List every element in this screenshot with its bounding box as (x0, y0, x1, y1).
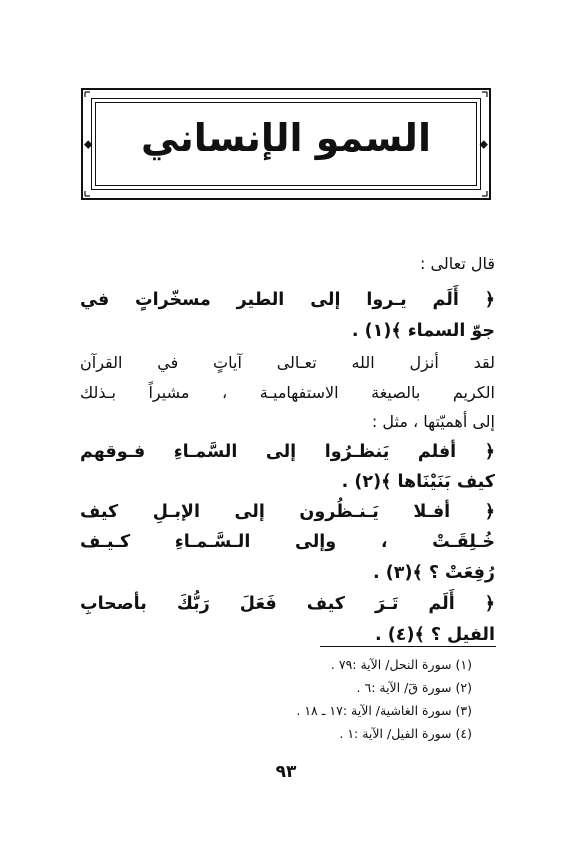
verse-line: ﴿ أفـلا يَـنـظُرون إلى الإبـلِ كيف (80, 502, 495, 522)
page-number: ٩٣ (275, 762, 297, 782)
side-ornament-icon: ◆ (479, 137, 488, 151)
text-line: إلى أهميّتها ، مثل : (371, 412, 495, 431)
title-ornamental-frame (81, 88, 491, 200)
footnote-separator (320, 646, 496, 647)
verse-line: كيف بَنَيْنَاها ﴾(٢) . (341, 472, 495, 492)
footnote: (٣) سورة الغاشية/ الآية :١٧ ـ ١٨ . (296, 703, 472, 718)
text-line: الكريم بالصيغة الاستفهاميـة ، مشيراً بـذلك (80, 383, 495, 402)
verse-line: رُفِعَتْ ؟ ﴾(٣) . (373, 563, 495, 583)
verse-line: ﴿ أَلَم تَـرَ كيف فَعَلَ رَبُّكَ بأصحابِ (80, 594, 495, 614)
verse-line: الفيل ؟ ﴾(٤) . (375, 625, 495, 645)
verse-line: جوّ السماء ﴾(١) . (351, 321, 495, 341)
page-title: السمو الإنساني (141, 116, 431, 160)
corner-ornament-icon (81, 88, 95, 102)
corner-ornament-icon (477, 186, 491, 200)
verse-line: خُـلِقَـتْ ، وإلى الـسَّـمـاءِ كـيـف (80, 532, 495, 552)
footnote: (٤) سورة الفيل/ الآية :١ . (339, 726, 472, 741)
footnote: (٢) سورة قٓ/ الآية :٦ . (356, 680, 472, 695)
corner-ornament-icon (81, 186, 95, 200)
footnote: (١) سورة النحل/ الآية :٧٩ . (330, 657, 472, 672)
verse-line: ﴿ أَلَم يـروا إلى الطير مسخّراتٍ في (80, 290, 495, 310)
verse-line: ﴿ أفلم يَنظـرُوا إلى السَّمـاءِ فـوقهم (80, 442, 495, 462)
corner-ornament-icon (477, 88, 491, 102)
side-ornament-icon: ◆ (84, 137, 93, 151)
text-line: لقد أنزل الله تعـالى آياتٍ في القرآن (80, 353, 495, 372)
text-line: قال تعالى : (420, 254, 495, 273)
